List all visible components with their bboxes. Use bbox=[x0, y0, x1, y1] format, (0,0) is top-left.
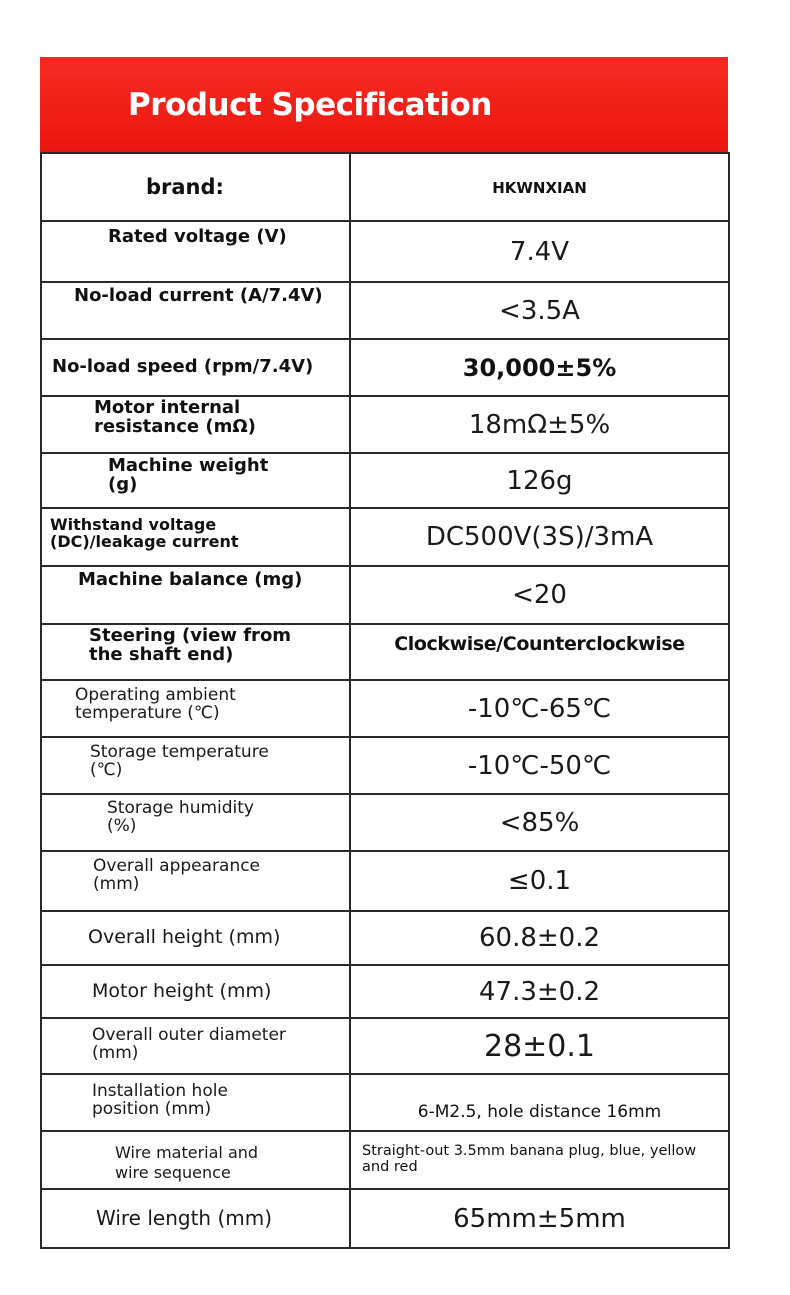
table-row bbox=[41, 1018, 729, 1074]
row-value: Clockwise/Counterclockwise bbox=[394, 633, 685, 655]
label-cell bbox=[41, 624, 350, 680]
page-title: Product Specification bbox=[128, 87, 492, 123]
row-value: 7.4V bbox=[509, 236, 570, 267]
value-cell bbox=[350, 396, 729, 453]
spec-table bbox=[40, 152, 730, 1249]
label-cell bbox=[41, 282, 350, 339]
table-row bbox=[41, 153, 729, 221]
row-value: DC500V(3S)/3mA bbox=[425, 522, 654, 552]
table-row bbox=[41, 566, 729, 624]
row-label: Storage humidity (%) bbox=[107, 798, 254, 836]
value-cell bbox=[350, 453, 729, 508]
row-value: 47.3±0.2 bbox=[478, 976, 601, 1007]
table-row bbox=[41, 911, 729, 965]
row-label: Rated voltage (V) bbox=[108, 226, 287, 247]
row-value: <85% bbox=[499, 807, 580, 838]
row-label: Overall appearance (mm) bbox=[93, 856, 261, 894]
row-value: 28±0.1 bbox=[483, 1028, 596, 1064]
table-row bbox=[41, 624, 729, 680]
label-cell bbox=[41, 396, 350, 453]
value-cell bbox=[350, 851, 729, 911]
row-label: Motor height (mm) bbox=[92, 979, 272, 1002]
row-value: <3.5A bbox=[499, 295, 580, 326]
row-label: Withstand voltage (DC)/leakage current bbox=[50, 515, 239, 551]
value-cell bbox=[350, 153, 729, 221]
value-cell bbox=[350, 680, 729, 737]
value-cell bbox=[350, 566, 729, 624]
row-label: Wire length (mm) bbox=[96, 1206, 273, 1230]
label-cell bbox=[41, 453, 350, 508]
label-cell bbox=[41, 1018, 350, 1074]
table-row bbox=[41, 221, 729, 282]
row-value: ≤0.1 bbox=[507, 866, 572, 896]
label-cell bbox=[41, 1189, 350, 1248]
label-cell bbox=[41, 1074, 350, 1131]
row-label: Overall height (mm) bbox=[88, 926, 281, 949]
label-cell bbox=[41, 965, 350, 1018]
row-value: 30,000±5% bbox=[462, 353, 617, 382]
row-label: Overall outer diameter (mm) bbox=[92, 1025, 286, 1063]
row-value: -10℃-50℃ bbox=[467, 750, 612, 781]
table-row bbox=[41, 1131, 729, 1189]
table-row bbox=[41, 794, 729, 851]
row-label: Machine balance (mg) bbox=[78, 569, 303, 590]
table-row bbox=[41, 1074, 729, 1131]
row-label: Operating ambient temperature (℃) bbox=[75, 685, 236, 723]
header-banner bbox=[40, 57, 728, 153]
value-cell bbox=[350, 794, 729, 851]
value-cell bbox=[350, 339, 729, 396]
value-cell bbox=[350, 1018, 729, 1074]
label-cell bbox=[41, 508, 350, 566]
label-cell bbox=[41, 566, 350, 624]
value-cell bbox=[350, 221, 729, 282]
table-row bbox=[41, 339, 729, 396]
value-cell bbox=[350, 1131, 729, 1189]
label-cell bbox=[41, 339, 350, 396]
row-value: Straight-out 3.5mm banana plug, blue, yellow and red bbox=[362, 1143, 697, 1175]
value-cell bbox=[350, 965, 729, 1018]
value-cell bbox=[350, 1074, 729, 1131]
value-cell bbox=[350, 911, 729, 965]
table-row bbox=[41, 282, 729, 339]
row-value: 65mm±5mm bbox=[453, 1203, 626, 1234]
label-cell bbox=[41, 794, 350, 851]
row-value: 18mΩ±5% bbox=[468, 409, 611, 440]
label-cell bbox=[41, 911, 350, 965]
label-cell bbox=[41, 851, 350, 911]
row-label: Storage temperature (℃) bbox=[90, 742, 269, 780]
table-row bbox=[41, 508, 729, 566]
label-cell bbox=[41, 221, 350, 282]
row-label: Motor internal resistance (mΩ) bbox=[94, 397, 256, 437]
row-label: No-load current (A/7.4V) bbox=[74, 285, 323, 306]
row-value: 60.8±0.2 bbox=[478, 923, 601, 953]
value-cell bbox=[350, 624, 729, 680]
table-row bbox=[41, 851, 729, 911]
row-value: 126g bbox=[506, 465, 573, 496]
value-cell bbox=[350, 737, 729, 794]
label-cell bbox=[41, 1131, 350, 1189]
table-row bbox=[41, 396, 729, 453]
row-value: 6-M2.5, hole distance 16mm bbox=[417, 1102, 662, 1122]
row-label: Wire material and wire sequence bbox=[115, 1143, 259, 1182]
row-label: No-load speed (rpm/7.4V) bbox=[52, 356, 314, 378]
row-label: Installation hole position (mm) bbox=[92, 1081, 228, 1119]
row-label: Machine weight (g) bbox=[108, 455, 269, 495]
table-row bbox=[41, 965, 729, 1018]
table-row bbox=[41, 680, 729, 737]
value-cell bbox=[350, 1189, 729, 1248]
row-value: <20 bbox=[512, 580, 567, 610]
table-row bbox=[41, 453, 729, 508]
row-label: Steering (view from the shaft end) bbox=[89, 625, 292, 665]
row-label: brand: bbox=[146, 174, 224, 199]
value-cell bbox=[350, 282, 729, 339]
row-value: HKWNXIAN bbox=[492, 178, 587, 197]
label-cell bbox=[41, 737, 350, 794]
row-value: -10℃-65℃ bbox=[467, 693, 612, 724]
table-row bbox=[41, 1189, 729, 1248]
table-row bbox=[41, 737, 729, 794]
label-cell bbox=[41, 680, 350, 737]
value-cell bbox=[350, 508, 729, 566]
label-cell bbox=[41, 153, 350, 221]
